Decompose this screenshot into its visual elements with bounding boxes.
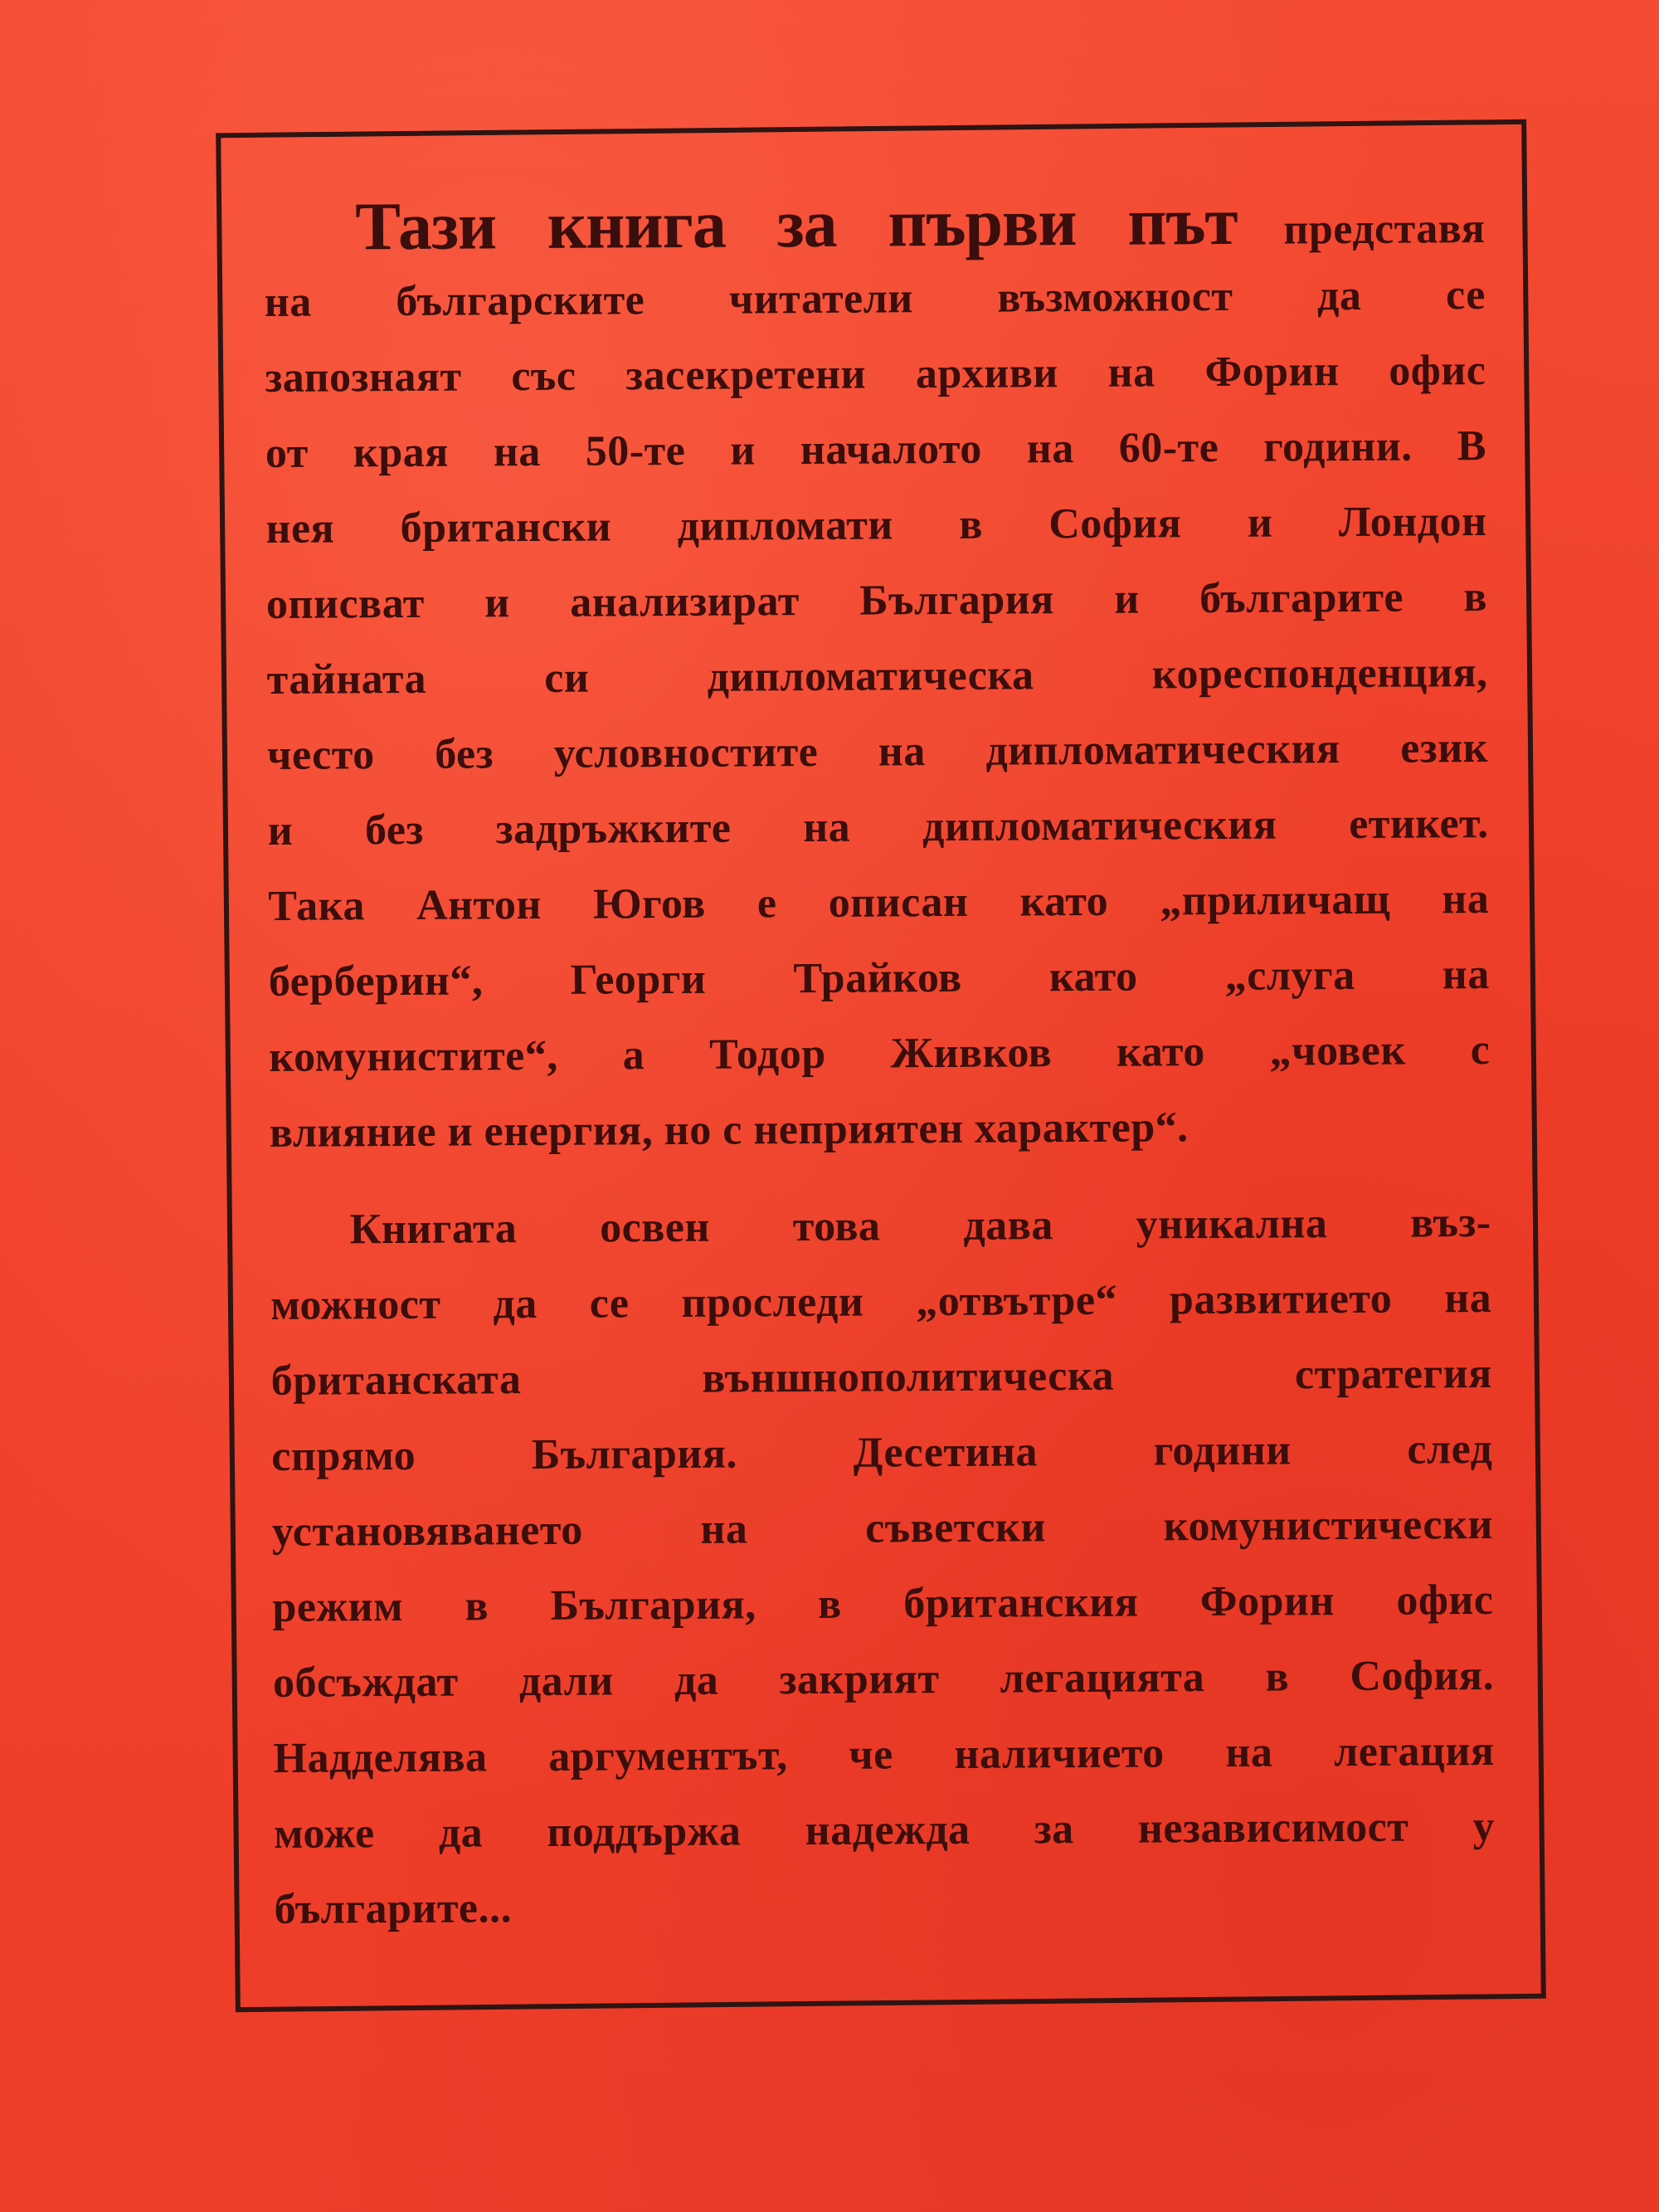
paragraph-1-line: Така Антон Югов е описан като „приличащ на <box>268 875 1490 930</box>
paragraph-2-line: обсъждат дали да закрият легацията в София. <box>272 1651 1495 1707</box>
paragraph-1-line: нея британски дипломати в София и Лондон <box>265 498 1487 553</box>
paragraph-1-line: берберин“, Георги Трайков като „слуга на <box>268 950 1490 1006</box>
blurb-text <box>264 182 1496 1947</box>
paragraph-2-line: българите... <box>274 1884 513 1933</box>
paragraph-2-line: установяването на съветски комунистически <box>271 1500 1494 1556</box>
paragraph-2-line: спрямо България. Десетина години след <box>271 1425 1493 1480</box>
paragraph-2-line: Книгата освен това дава уникална въз- <box>349 1198 1491 1254</box>
paragraph-1-line <box>264 182 1486 265</box>
blurb-lead-phrase: Тази книга за първи път <box>354 183 1238 265</box>
paragraph-1-line: комунистите“, а Тодор Живков като „човек с <box>269 1026 1491 1081</box>
paragraph-1-line: често без условностите на дипломатическия език <box>266 724 1489 779</box>
paragraph-2-line: може да поддържа надежда за независимост у <box>273 1802 1496 1858</box>
paragraph-2-line: Надделява аргументът, че наличието на легация <box>273 1727 1495 1782</box>
paragraph-1-line: запознаят със засекретени архиви на Форин офис <box>265 347 1486 402</box>
paragraph-1-line: влияние и енергия, но с неприятен характер“. <box>269 1104 1189 1157</box>
paragraph-2-line: можност да се проследи „отвътре“ развитието на <box>270 1274 1492 1329</box>
paragraph-1-line: описват и анализират България и българите в <box>265 572 1488 628</box>
paragraph-1-line: на българските читатели възможност да се <box>264 271 1486 326</box>
paragraph-2-line: британската външнополитическа стратегия <box>270 1349 1492 1405</box>
paragraph-2-line: режим в България, в британския Форин офис <box>272 1576 1494 1631</box>
paragraph-1-line: и без задръжките на дипломатическия етикет. <box>267 799 1489 855</box>
paragraph-1-line: тайната си дипломатическа кореспонденция, <box>266 648 1488 704</box>
paragraph-1-line: от края на 50-те и началото на 60-те години. В <box>265 422 1487 477</box>
blurb-lead-continuation: представя <box>1283 205 1486 254</box>
